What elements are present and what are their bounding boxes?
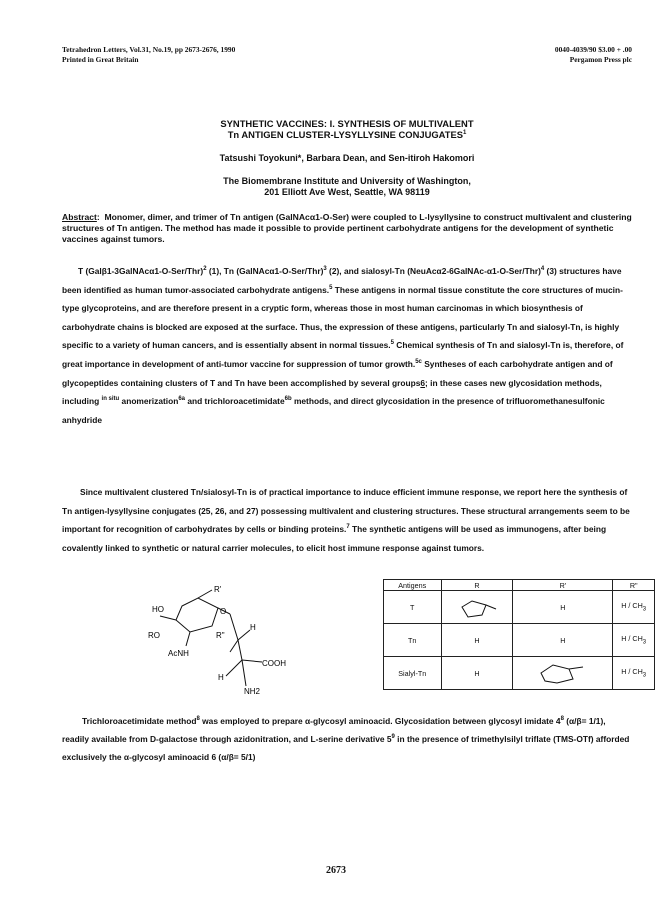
publisher-header bbox=[555, 45, 632, 65]
citation: 3 bbox=[323, 266, 327, 273]
citation: 5c bbox=[415, 359, 422, 366]
antigen-table bbox=[383, 579, 655, 690]
ro-label: RO bbox=[148, 631, 160, 640]
galactosyl-structure bbox=[452, 591, 502, 621]
col-header-antigens: Antigens bbox=[384, 580, 442, 591]
citation: 5 bbox=[390, 340, 394, 347]
text-run: The synthetic antigens will be used as immunogens, after being covalently linked to synthetic or natural carrier molecules, to elicit host immune response against tumors. bbox=[62, 524, 607, 553]
antigen-cell: Tn bbox=[384, 624, 442, 657]
citation: 8 bbox=[560, 716, 564, 723]
citation: 8 bbox=[196, 716, 200, 723]
r-cell: H bbox=[441, 624, 513, 657]
text-run: (α/β= 1/1), readily available from D-galactose through azidonitration, and L-serine derivative 5 bbox=[62, 716, 606, 744]
text-run: Chemical synthesis of Tn and sialosyl-Tn is, therefore, of great importance in development of anti-tumor vaccine for suppression of tumor growth. bbox=[62, 340, 624, 369]
paragraph-3 bbox=[62, 712, 632, 766]
paragraph-1 bbox=[62, 262, 632, 429]
text-run: ; in these cases new glycosidation methods, including bbox=[62, 377, 602, 407]
abstract-text: Monomer, dimer, and trimer of Tn antigen (GalNAcα1-O-Ser) were coupled to L-lysyllysine to construct multivalent and clustering structures of Tn antigen. The method has made it possible to provide pertinent carbohydrate antigens for the development of synthetic vaccines against tumors. bbox=[62, 212, 632, 244]
price-code: 0040-4039/90 $3.00 + .00 bbox=[554, 45, 632, 54]
sialyl-structure bbox=[523, 657, 603, 687]
r-double-prime-cell: H / $CH_3$ bbox=[613, 591, 655, 624]
paragraph-2 bbox=[62, 483, 632, 557]
text-run: Since multivalent clustered Tn/sialosyl-Tn is of practical importance to induce efficient immune response, we report here the synthesis of Tn antigen-lysyllysine conjugates (25, 26, and 27) possessing multivalent and clustering structures. These structural arrangements seem to be important for recognition of carbohydrates by cells or binding proteins. bbox=[62, 487, 630, 535]
text-run: (1), Tn (GalNAcα1-O-Ser/Thr) bbox=[206, 266, 324, 276]
abstract: Abstract: Monomer, dimer, and trimer of Tn antigen (GalNAcα1-O-Ser) were coupled to L-lysyllysine to construct multivalent and clustering structures of Tn antigen. The method has made it possible to provide pertinent carbohydrate antigens for the development of synthetic vaccines against tumors. bbox=[62, 212, 632, 244]
title-line-1: SYNTHETIC VACCINES: I. SYNTHESIS OF MULTIVALENT bbox=[220, 118, 474, 129]
publisher: Pergamon Press plc bbox=[569, 55, 632, 64]
r-prime-cell: H bbox=[513, 624, 613, 657]
r-prime-cell-sialyl bbox=[513, 657, 613, 690]
antigen-table-wrap bbox=[383, 579, 655, 691]
text-run: Syntheses of each carbohydrate antigen and of glycopeptides containing clusters of T and Tn have been accomplished by several groups bbox=[62, 358, 613, 388]
glycosyl-amino-acid-structure bbox=[120, 586, 380, 698]
text-run: in the presence of trimethylsilyl triflate (TMS-OTf) afforded exclusively the α-glycosyl aminoacid 6 (α/β= 5/1) bbox=[62, 734, 630, 762]
citation: 6a bbox=[178, 396, 186, 403]
affiliation bbox=[62, 176, 632, 198]
affiliation-line-2: 201 Elliott Ave West, Seattle, WA 98119 bbox=[264, 187, 430, 197]
journal-header bbox=[62, 45, 235, 65]
r-cell: H bbox=[441, 657, 513, 690]
affiliation-line-1: The Biomembrane Institute and University of Washington, bbox=[223, 176, 471, 186]
printed-in: Printed in Great Britain bbox=[62, 55, 139, 64]
acnh-label: AcNH bbox=[168, 649, 189, 658]
text-run: anomerization bbox=[119, 396, 179, 407]
r-double-prime-cell: H / $CH_3$ bbox=[613, 657, 655, 690]
table-row bbox=[384, 591, 655, 624]
authors: Tatsushi Toyokuni*, Barbara Dean, and Sen-itiroh Hakomori bbox=[219, 153, 475, 163]
text-run: T (Galβ1-3GalNAcα1-O-Ser/Thr) bbox=[78, 266, 204, 276]
ring-oxygen-label: O bbox=[220, 607, 227, 616]
h-label: H bbox=[250, 623, 256, 632]
citation: 5 bbox=[329, 284, 333, 291]
antigen-cell: Sialyl-Tn bbox=[384, 657, 442, 690]
citation: in situ bbox=[101, 396, 120, 403]
table-row bbox=[384, 624, 655, 657]
journal-citation: Tetrahedron Letters, Vol.31, No.19, pp 2673-2676, 1990 bbox=[62, 45, 236, 54]
text-run: These antigens in normal tissue constitute the core structures of mucin-type glycoproteins, and are therefore present in a cryptic form, whereas those in most human carcinomas in which biosynthesis of carbohydrate chains is blocked are exposed at the surface. Thus, the expression of these antigens, particularly Tn and sialosyl-Tn, is highly specific to a variety of human cancers, and is essentially absent in normal tissues. bbox=[62, 284, 623, 351]
paper-title: SYNTHETIC VACCINES: I. SYNTHESIS OF MULTIVALENT Tn ANTIGEN CLUSTER-LYSYLLYSINE CONJUGATES$^1$ bbox=[62, 118, 632, 140]
text-run-underlined: 6 bbox=[420, 377, 426, 388]
ho-label: HO bbox=[152, 605, 164, 614]
r-double-prime-cell: H / $CH_3$ bbox=[613, 624, 655, 657]
r-double-prime-label: R" bbox=[216, 631, 225, 640]
text-run: (3) structures have been identified as human tumor-associated carbohydrate antigens. bbox=[62, 266, 622, 295]
col-header-r-prime: R' bbox=[513, 580, 613, 591]
citation: 6b bbox=[284, 396, 292, 403]
r-prime-cell: H bbox=[513, 591, 613, 624]
r-prime-label: R' bbox=[214, 586, 222, 594]
text-run: methods, and direct glycosidation in the presence of trifluoromethanesulfonic anhydride bbox=[62, 396, 605, 425]
citation: 7 bbox=[346, 524, 350, 531]
text-run: and trichloroacetimidate bbox=[185, 396, 285, 407]
title-line-2: Tn ANTIGEN CLUSTER-LYSYLLYSINE CONJUGATES bbox=[227, 129, 463, 140]
page-number: 2673 bbox=[326, 865, 346, 876]
abstract-label: Abstract bbox=[62, 212, 97, 222]
text-run: Trichloroacetimidate method bbox=[82, 716, 197, 726]
r-cell-galactosyl bbox=[441, 591, 513, 624]
text-run: (2), and sialosyl-Tn (NeuAcα2-6GalNAc-α1-O-Ser/Thr) bbox=[326, 266, 541, 276]
nh2-label: NH2 bbox=[244, 687, 261, 696]
antigen-cell: T bbox=[384, 591, 442, 624]
table-row bbox=[384, 657, 655, 690]
col-header-r: R bbox=[441, 580, 513, 591]
h2-label: H bbox=[218, 673, 224, 682]
col-header-r-double-prime: R" bbox=[613, 580, 655, 591]
citation: 2 bbox=[203, 266, 207, 273]
text-run: was employed to prepare α-glycosyl aminoacid. Glycosidation between glycosyl imidate 4 bbox=[199, 716, 561, 726]
citation: 4 bbox=[540, 266, 545, 273]
citation: 9 bbox=[391, 734, 395, 741]
cooh-label: COOH bbox=[262, 659, 286, 668]
